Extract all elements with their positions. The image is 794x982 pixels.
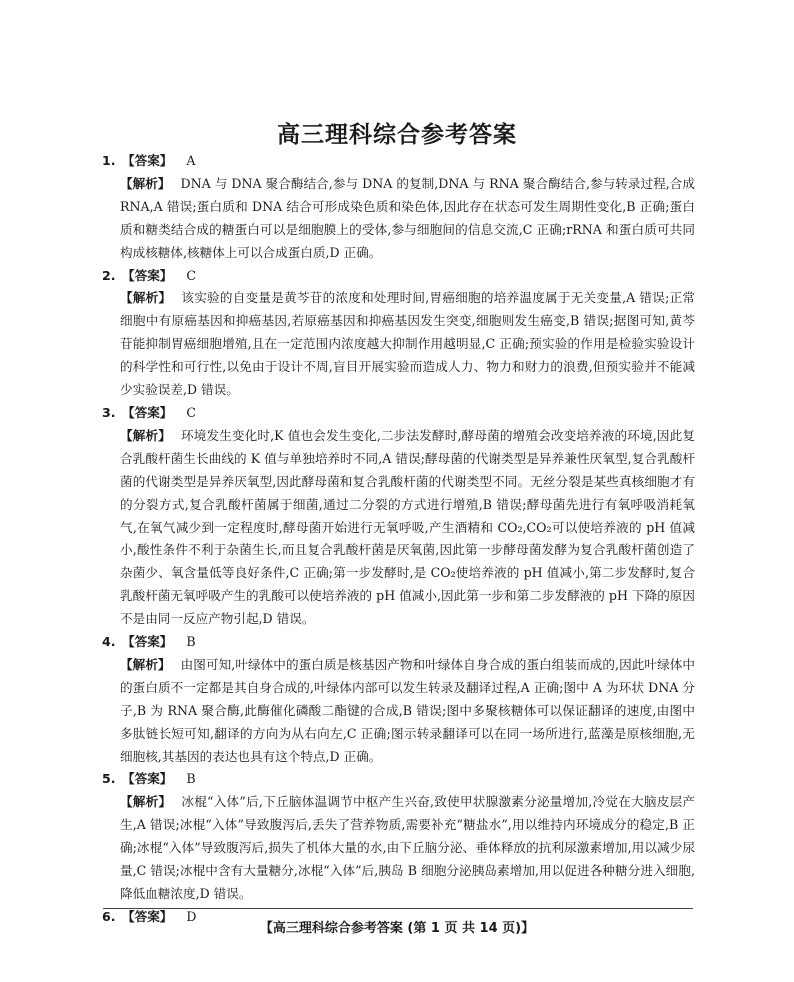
answer-label: 【答案】	[122, 634, 173, 650]
answer-letter: C	[186, 267, 197, 283]
explanation-label: 【解析】	[120, 427, 171, 443]
answer-letter: C	[186, 404, 197, 420]
answer-letter: B	[186, 634, 196, 650]
answer-line	[103, 265, 695, 288]
question-3	[103, 402, 695, 631]
explanation-text: DNA 与 DNA 聚合酶结合,参与 DNA 的复制,DNA 与 RNA 聚合酶结合,参与转录过程,合成 RNA,A 错误;蛋白质和 DNA 结合可形成染色质和染色体,因此存在状态可发生周期性变化,B 正确;蛋白质和糖类结合成的糖蛋白可以是细胞膜上的受体,参与细胞间的信息交流,C 正确;rRNA 和蛋白质可共同构成核糖体,核糖体上可以合成蛋白质,D 正确。	[120, 175, 696, 260]
answer-label: 【答案】	[122, 404, 173, 420]
answer-line	[103, 631, 695, 654]
answer-line	[103, 150, 695, 173]
explanation-label: 【解析】	[120, 175, 171, 191]
question-1	[103, 150, 695, 265]
explanation-text: 环境发生变化时,K 值也会发生变化,二步法发酵时,酵母菌的增殖会改变培养液的环境,因此复合乳酸杆菌生长曲线的 K 值与单独培养时不同,A 错误;酵母菌的代谢类型是异养兼性厌氧型,复合乳酸杆菌的代谢类型是异养厌氧型,因此酵母菌和复合乳酸杆菌的代谢类型不同。无丝分裂是某些真核细胞才有的分裂方式,复合乳酸杆菌属于细菌,通过二分裂的方式进行增殖,B 错误;酵母菌先进行有氧呼吸消耗氧气,在氧气减少到一定程度时,酵母菌开始进行无氧呼吸,产生酒精和 CO₂,CO₂可以使培养液的 pH 值减小,酸性条件不利于杂菌生长,而且复合乳酸杆菌是厌氧菌,因此第一步酵母菌发酵为复合乳酸杆菌创造了杂菌少、氧含量低等良好条件,C 正确;第一步发酵时,是 CO₂使培养液的 pH 值减小,第二步发酵时,复合乳酸杆菌无氧呼吸产生的乳酸可以使培养液的 pH 值减小,因此第一步和第二步发酵液的 pH 下降的原因不是由同一反应产物引起,D 错误。	[120, 427, 695, 627]
answer-letter: B	[186, 771, 196, 787]
question-number: 2.	[102, 267, 116, 283]
explanation-text: 由图可知,叶绿体中的蛋白质是核基因产物和叶绿体自身合成的蛋白组装而成的,因此叶绿体中的蛋白质不一定都是其自身合成的,叶绿体内部可以发生转录及翻译过程,A 正确;图中 A 为环状 DNA 分子,B 为 RNA 聚合酶,此酶催化磷酸二酯键的合成,B 错误;图中多聚核糖体可以保证翻译的速度,由图中多肽链长短可知,翻译的方向为从右向左,C 正确;图示转录翻译可以在同一场所进行,蓝藻是原核细胞,无细胞核,其基因的表达也具有这个特点,D 正确。	[120, 656, 696, 764]
explanation-paragraph	[120, 287, 695, 402]
question-4	[103, 631, 695, 768]
question-5	[103, 768, 695, 905]
explanation-label: 【解析】	[120, 794, 172, 810]
page-title: 高三理科综合参考答案	[277, 122, 517, 148]
answer-letter: D	[186, 908, 197, 924]
explanation-paragraph	[120, 654, 695, 769]
explanation-label: 【解析】	[120, 290, 172, 306]
question-2	[103, 265, 695, 402]
answer-label: 【答案】	[122, 267, 173, 283]
answer-letter: A	[186, 153, 196, 168]
question-number: 6.	[102, 908, 116, 924]
page-footer: 【高三理科综合参考答案 (第 1 页 共 14 页)】	[259, 921, 535, 936]
explanation-paragraph	[120, 791, 695, 906]
explanation-text: 冰棍“入体”后,下丘脑体温调节中枢产生兴奋,致使甲状腺激素分泌量增加,冷觉在大脑皮层产生,A 错误;冰棍“入体”导致腹泻后,丢失了营养物质,需要补充“糖盐水”,用以维持内环境成分的稳定,B 正确;冰棍“入体”导致腹泻后,损失了机体大量的水,由下丘脑分泌、垂体释放的抗利尿激素增加,用以减少尿量,C 错误;冰棍中含有大量糖分,冰棍“入体”后,胰岛 B 细胞分泌胰岛素增加,用以促进各种糖分进入细胞,降低血糖浓度,D 错误。	[120, 794, 696, 901]
question-number: 5.	[102, 771, 116, 787]
answer-line	[103, 768, 695, 791]
answer-label: 【答案】	[122, 771, 173, 787]
explanation-paragraph	[120, 173, 695, 265]
explanation-paragraph	[120, 425, 695, 631]
answer-list	[103, 150, 695, 929]
question-number: 3.	[102, 404, 116, 420]
answer-label: 【答案】	[122, 908, 173, 924]
question-number: 1.	[102, 153, 116, 168]
question-number: 4.	[102, 634, 116, 650]
explanation-text: 该实验的自变量是黄芩苷的浓度和处理时间,胃癌细胞的培养温度属于无关变量,A 错误;正常细胞中有原癌基因和抑癌基因,若原癌基因和抑癌基因发生突变,细胞则发生癌变,B 错误;据图可知,黄芩苷能抑制胃癌细胞增殖,且在一定范围内浓度越大抑制作用越明显,C 正确;预实验的作用是检验实验设计的科学性和可行性,以免由于设计不周,盲目开展实验而造成人力、物力和财力的浪费,但预实验并不能减少实验误差,D 错误。	[120, 290, 695, 398]
footer-divider	[103, 908, 693, 909]
answer-line	[103, 402, 695, 425]
answer-label: 【答案】	[122, 153, 173, 168]
explanation-label: 【解析】	[120, 656, 171, 672]
